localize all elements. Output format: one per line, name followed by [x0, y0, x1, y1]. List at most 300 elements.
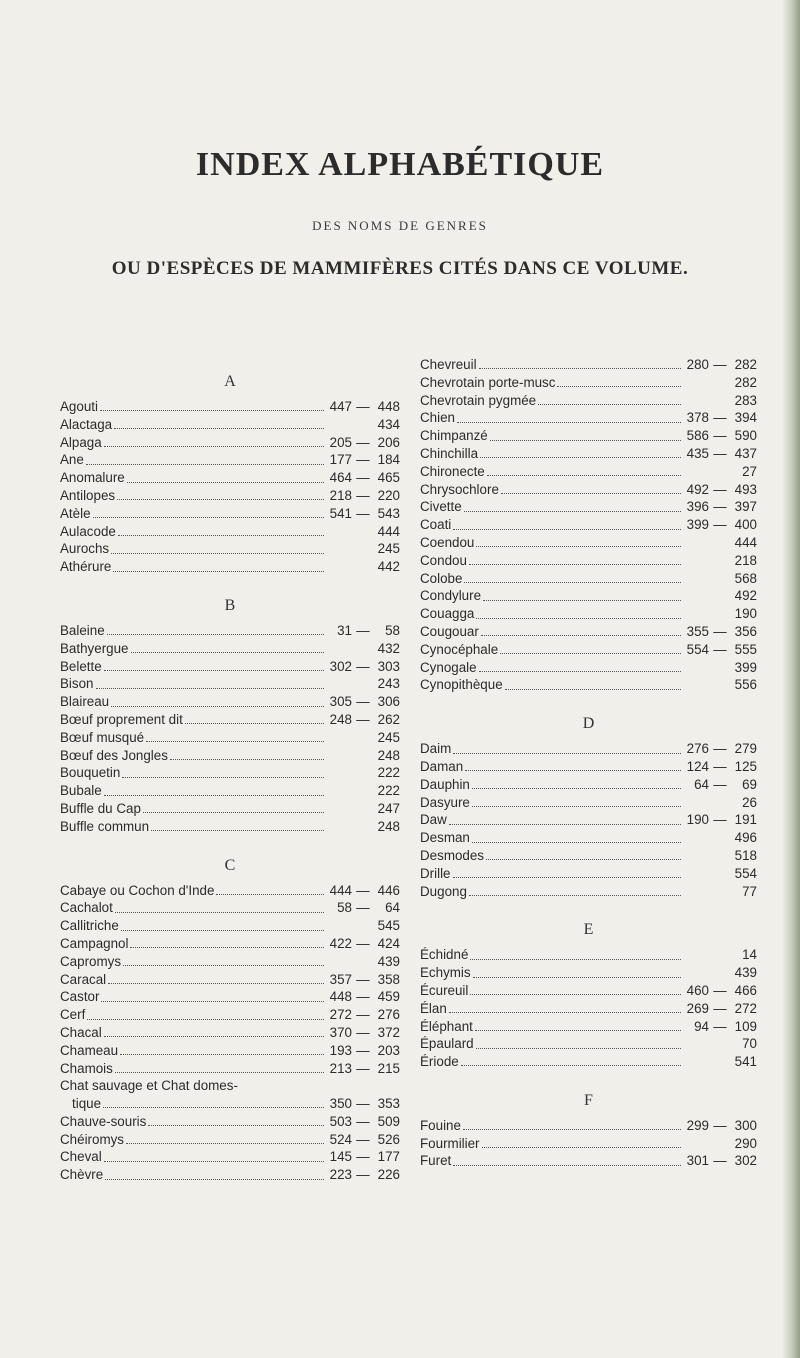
leader-dots	[476, 546, 681, 547]
section-a	[60, 398, 400, 576]
entry-name: Élan	[420, 1000, 447, 1016]
page-separator: —	[713, 445, 727, 461]
entry-name: Dauphin	[420, 776, 470, 792]
index-entry	[60, 658, 400, 676]
entry-name: Chèvre	[60, 1167, 104, 1183]
page-end: 399	[734, 659, 757, 675]
page-start: 301	[686, 1153, 709, 1169]
leader-dots	[122, 777, 324, 778]
page-start: 248	[329, 711, 352, 727]
entry-name: Buffle du Cap	[60, 800, 141, 816]
entry-name: Fourmilier	[420, 1135, 480, 1151]
entry-name: tique	[72, 1096, 102, 1112]
page-separator: —	[356, 487, 370, 503]
leader-dots	[100, 410, 324, 411]
index-entry	[420, 481, 757, 499]
entry-pages	[683, 605, 757, 623]
index-entry	[420, 409, 757, 427]
entry-pages	[683, 811, 757, 829]
entry-name: Daw	[420, 812, 447, 828]
page-separator: —	[713, 1117, 727, 1133]
page-start: 444	[329, 882, 352, 898]
entry-name: Alactaga	[60, 416, 113, 432]
index-entry	[420, 758, 757, 776]
leader-dots	[121, 930, 324, 931]
leader-dots	[118, 535, 324, 536]
page-separator: —	[713, 1153, 727, 1169]
index-entry	[420, 776, 757, 794]
page-start: 422	[329, 935, 352, 951]
index-entry	[60, 711, 400, 729]
entry-pages	[683, 587, 757, 605]
page-start: 396	[686, 499, 709, 515]
entry-name: Couagga	[420, 606, 475, 622]
page-start: 177	[329, 452, 352, 468]
index-entry	[60, 1024, 400, 1042]
entry-pages	[683, 776, 757, 794]
entry-name: Cerf	[60, 1007, 86, 1023]
entry-name: Belette	[60, 658, 102, 674]
entry-name: Aulacode	[60, 523, 116, 539]
leader-dots	[114, 428, 324, 429]
page-separator: —	[356, 1007, 370, 1023]
page-subtitle-2: OU D'ESPÈCES DE MAMMIFÈRES CITÉS DANS CE VOLUME.	[111, 258, 689, 279]
page-end: 276	[377, 1007, 400, 1023]
page-start: 94	[694, 1018, 709, 1034]
entry-pages	[683, 1000, 757, 1018]
index-entry	[420, 847, 757, 865]
entry-name: Chameau	[60, 1042, 119, 1058]
entry-pages	[683, 740, 757, 758]
page-start: 355	[686, 623, 709, 639]
leader-dots	[538, 404, 681, 405]
page-end: 64	[385, 900, 400, 916]
page-start: 350	[329, 1096, 352, 1112]
leader-dots	[131, 652, 325, 653]
leader-dots	[479, 671, 681, 672]
entry-name: Condou	[420, 552, 467, 568]
entry-pages	[326, 693, 400, 711]
index-entry	[60, 487, 400, 505]
entry-pages	[326, 818, 400, 836]
page-end: 190	[734, 606, 757, 622]
leader-dots	[143, 812, 324, 813]
entry-name: Coendou	[420, 534, 475, 550]
page-end: 541	[734, 1054, 757, 1070]
leader-dots	[453, 529, 681, 530]
entry-name: Fouine	[420, 1117, 461, 1133]
page-end: 218	[734, 552, 757, 568]
index-entry	[60, 398, 400, 416]
entry-name: Capromys	[60, 953, 122, 969]
page-end: 509	[377, 1113, 400, 1129]
page-end: 247	[377, 800, 400, 816]
entry-name: Chimpanzé	[420, 428, 488, 444]
page-end: 262	[377, 711, 400, 727]
index-entry	[420, 463, 757, 481]
page-end: 442	[377, 559, 400, 575]
entry-pages	[683, 676, 757, 694]
leader-dots	[476, 618, 681, 619]
leader-dots	[104, 446, 324, 447]
index-entry	[420, 794, 757, 812]
page-end: 215	[377, 1060, 400, 1076]
index-entry	[420, 1000, 757, 1018]
index-column-left	[60, 366, 400, 1184]
entry-name: Chironecte	[420, 463, 485, 479]
page-start: 213	[329, 1060, 352, 1076]
page-end: 493	[734, 481, 757, 497]
page-end: 203	[377, 1042, 400, 1058]
leader-dots	[111, 553, 324, 554]
page-separator: —	[356, 434, 370, 450]
entry-pages	[326, 935, 400, 953]
entry-pages	[683, 964, 757, 982]
entry-name: Cynogale	[420, 659, 477, 675]
page-separator: —	[356, 989, 370, 1005]
leader-dots	[469, 895, 681, 896]
entry-pages	[326, 764, 400, 782]
entry-pages	[683, 623, 757, 641]
index-entry	[420, 659, 757, 677]
page-start: 145	[329, 1149, 352, 1165]
index-entry	[60, 882, 400, 900]
entry-name: Atèle	[60, 505, 91, 521]
page-separator: —	[356, 505, 370, 521]
leader-dots	[490, 440, 681, 441]
entry-pages	[683, 445, 757, 463]
page-end: 590	[734, 428, 757, 444]
entry-pages	[326, 487, 400, 505]
page-end: 222	[377, 765, 400, 781]
entry-name: Colobe	[420, 570, 463, 586]
index-entry	[60, 693, 400, 711]
page-end: 424	[377, 935, 400, 951]
page-separator: —	[356, 694, 370, 710]
leader-dots	[148, 1125, 324, 1126]
index-column-right	[420, 356, 757, 1170]
leader-dots	[113, 571, 324, 572]
leader-dots	[505, 689, 681, 690]
entry-name: Cougouar	[420, 623, 479, 639]
entry-name: Chamois	[60, 1060, 113, 1076]
section-letter-b: B	[224, 596, 236, 614]
page-separator: —	[356, 900, 370, 916]
page-end: 554	[734, 865, 757, 881]
entry-pages	[683, 498, 757, 516]
index-entry	[420, 811, 757, 829]
page-end: 465	[377, 470, 400, 486]
entry-pages	[326, 1131, 400, 1149]
entry-pages	[326, 451, 400, 469]
entry-pages	[683, 516, 757, 534]
entry-pages	[326, 882, 400, 900]
index-entry	[60, 1148, 400, 1166]
entry-name: Bœuf proprement dit	[60, 711, 183, 727]
page-end: 556	[734, 677, 757, 693]
section-letter-d: D	[582, 715, 595, 733]
page-end: 303	[377, 658, 400, 674]
entry-pages	[326, 729, 400, 747]
page-separator: —	[713, 410, 727, 426]
page-end: 109	[734, 1018, 757, 1034]
entry-pages	[683, 794, 757, 812]
page-end: 279	[734, 741, 757, 757]
entry-pages	[683, 829, 757, 847]
page-start: 524	[329, 1131, 352, 1147]
index-entry	[60, 505, 400, 523]
page-end: 220	[377, 487, 400, 503]
page-end: 496	[734, 830, 757, 846]
page-end: 282	[734, 374, 757, 390]
entry-name: Bubale	[60, 783, 102, 799]
entry-pages	[326, 505, 400, 523]
page-end: 518	[734, 847, 757, 863]
index-entry	[420, 676, 757, 694]
entry-pages	[326, 398, 400, 416]
entry-name: Chien	[420, 410, 455, 426]
page-start: 124	[686, 758, 709, 774]
entry-pages	[326, 558, 400, 576]
index-entry	[60, 1060, 400, 1078]
index-entry	[420, 982, 757, 1000]
entry-pages	[683, 552, 757, 570]
page-separator: —	[356, 935, 370, 951]
entry-name: Baleine	[60, 622, 105, 638]
leader-dots	[453, 877, 681, 878]
page-end: 397	[734, 499, 757, 515]
leader-dots	[170, 759, 324, 760]
section-letter-a: A	[224, 373, 236, 390]
entry-name: Desmodes	[420, 847, 485, 863]
page-start: 370	[329, 1024, 352, 1040]
entry-name: Campagnol	[60, 935, 129, 951]
entry-pages	[326, 523, 400, 541]
leader-dots	[557, 386, 681, 387]
page-end: 184	[377, 452, 400, 468]
index-entry	[60, 523, 400, 541]
page-end: 14	[742, 947, 757, 963]
index-entry	[60, 917, 400, 935]
entry-pages	[326, 988, 400, 1006]
entry-pages	[326, 1166, 400, 1184]
page-separator: —	[356, 622, 370, 638]
entry-name: Chauve-souris	[60, 1113, 147, 1129]
page-end: 222	[377, 783, 400, 799]
page-end: 302	[734, 1153, 757, 1169]
leader-dots	[453, 753, 681, 754]
entry-pages	[683, 758, 757, 776]
entry-name: Blaireau	[60, 694, 110, 710]
section-b	[60, 622, 400, 836]
index-entry	[60, 764, 400, 782]
index-entry	[60, 434, 400, 452]
leader-dots	[449, 1012, 681, 1013]
page-end: 466	[734, 982, 757, 998]
entry-name: Éléphant	[420, 1018, 473, 1034]
leader-dots	[472, 788, 681, 789]
leader-dots	[463, 1129, 681, 1130]
index-entry	[60, 558, 400, 576]
section-letter-f: F	[584, 1091, 593, 1109]
entry-name: Furet	[420, 1153, 452, 1169]
section-f	[420, 1117, 757, 1170]
entry-pages	[683, 847, 757, 865]
index-entry	[420, 623, 757, 641]
entry-pages	[683, 1135, 757, 1153]
page-end: 70	[742, 1036, 757, 1052]
entry-pages	[326, 469, 400, 487]
page-start: 269	[686, 1000, 709, 1016]
page-end: 526	[377, 1131, 400, 1147]
page-start: 586	[686, 428, 709, 444]
index-entry	[420, 374, 757, 392]
entry-name: Bœuf musqué	[60, 729, 145, 745]
leader-dots	[453, 1165, 681, 1166]
leader-dots	[216, 894, 324, 895]
index-entry	[60, 1113, 400, 1131]
page-start: 190	[686, 812, 709, 828]
page-end: 290	[734, 1135, 757, 1151]
entry-pages	[326, 658, 400, 676]
page-separator: —	[356, 399, 370, 414]
index-entry	[60, 729, 400, 747]
page-start: 193	[329, 1042, 352, 1058]
page-start: 272	[329, 1007, 352, 1023]
page-end: 69	[742, 776, 757, 792]
page-end: 283	[734, 392, 757, 408]
page-end: 545	[377, 918, 400, 934]
entry-name: Chevrotain pygmée	[420, 392, 537, 408]
entry-pages	[683, 659, 757, 677]
page-end: 444	[377, 523, 400, 539]
index-entry	[420, 1135, 757, 1153]
page-separator: —	[356, 658, 370, 674]
leader-dots	[185, 723, 324, 724]
index-entry	[420, 1053, 757, 1071]
entry-name: Chevrotain porte-musc	[420, 374, 556, 390]
entry-name: Echymis	[420, 965, 471, 981]
leader-dots	[461, 1065, 681, 1066]
page-start: 541	[329, 505, 352, 521]
page-end: 444	[734, 534, 757, 550]
page-separator: —	[713, 1000, 727, 1016]
page-end: 248	[377, 747, 400, 763]
page-start: 448	[329, 989, 352, 1005]
section-c-continued	[60, 1113, 400, 1184]
page-separator: —	[713, 357, 727, 372]
entry-pages	[326, 640, 400, 658]
leader-dots	[472, 842, 681, 843]
index-entry	[60, 782, 400, 800]
leader-dots	[115, 1072, 324, 1073]
leader-dots	[120, 1054, 324, 1055]
index-entry	[420, 740, 757, 758]
entry-name: Callitriche	[60, 918, 119, 934]
entry-pages	[326, 747, 400, 765]
entry-name: Échidné	[420, 947, 469, 963]
entry-name: Anomalure	[60, 470, 125, 486]
page-end: 26	[742, 794, 757, 810]
entry-name: Chevreuil	[420, 357, 477, 372]
index-entry	[60, 469, 400, 487]
entry-name: Cabaye ou Cochon d'Inde	[60, 882, 215, 898]
entry-name: Alpaga	[60, 434, 102, 450]
page-end: 177	[377, 1149, 400, 1165]
index-entry	[60, 540, 400, 558]
index-entry	[60, 1095, 400, 1113]
page-end: 568	[734, 570, 757, 586]
leader-dots	[101, 1001, 324, 1002]
entry-pages	[683, 641, 757, 659]
index-entry	[420, 1152, 757, 1170]
page-start: 31	[337, 622, 352, 638]
page-end: 243	[377, 676, 400, 692]
page-end: 77	[742, 883, 757, 899]
page-end: 439	[734, 965, 757, 981]
leader-dots	[108, 983, 324, 984]
leader-dots	[464, 582, 681, 583]
entry-name: Cachalot	[60, 900, 113, 916]
page-start: 299	[686, 1117, 709, 1133]
page-start: 205	[329, 434, 352, 450]
leader-dots	[107, 634, 324, 635]
entry-pages	[326, 1006, 400, 1024]
index-entry	[60, 1166, 400, 1184]
entry-name: Agouti	[60, 399, 98, 414]
entry-name: Dugong	[420, 883, 467, 899]
entry-name: Daim	[420, 741, 452, 757]
page-separator: —	[356, 1024, 370, 1040]
leader-dots	[130, 947, 324, 948]
entry-pages	[326, 953, 400, 971]
page-end: 492	[734, 588, 757, 604]
index-entry	[60, 1077, 400, 1095]
entry-pages	[326, 711, 400, 729]
index-entry	[60, 640, 400, 658]
index-entry	[420, 1035, 757, 1053]
index-entry	[420, 534, 757, 552]
entry-pages	[683, 1035, 757, 1053]
page-separator: —	[356, 1131, 370, 1147]
leader-dots	[93, 517, 324, 518]
entry-pages	[326, 899, 400, 917]
entry-pages	[326, 1148, 400, 1166]
entry-name: Desman	[420, 830, 470, 846]
leader-dots	[104, 670, 324, 671]
page-end: 439	[377, 953, 400, 969]
entry-pages	[326, 782, 400, 800]
page-end: 432	[377, 640, 400, 656]
entry-name: Écureuil	[420, 982, 469, 998]
entry-pages	[683, 481, 757, 499]
page-separator: —	[356, 1060, 370, 1076]
entry-name: Aurochs	[60, 541, 110, 557]
page-separator: —	[356, 882, 370, 898]
entry-pages	[326, 1060, 400, 1078]
leader-dots	[146, 741, 324, 742]
entry-pages	[683, 982, 757, 1000]
index-entry	[60, 451, 400, 469]
index-entry	[420, 498, 757, 516]
page-start: 447	[329, 399, 352, 414]
leader-dots	[479, 368, 681, 369]
index-entry	[60, 416, 400, 434]
index-entry	[60, 899, 400, 917]
page-start: 223	[329, 1167, 352, 1183]
page-end: 437	[734, 445, 757, 461]
leader-dots	[96, 688, 325, 689]
